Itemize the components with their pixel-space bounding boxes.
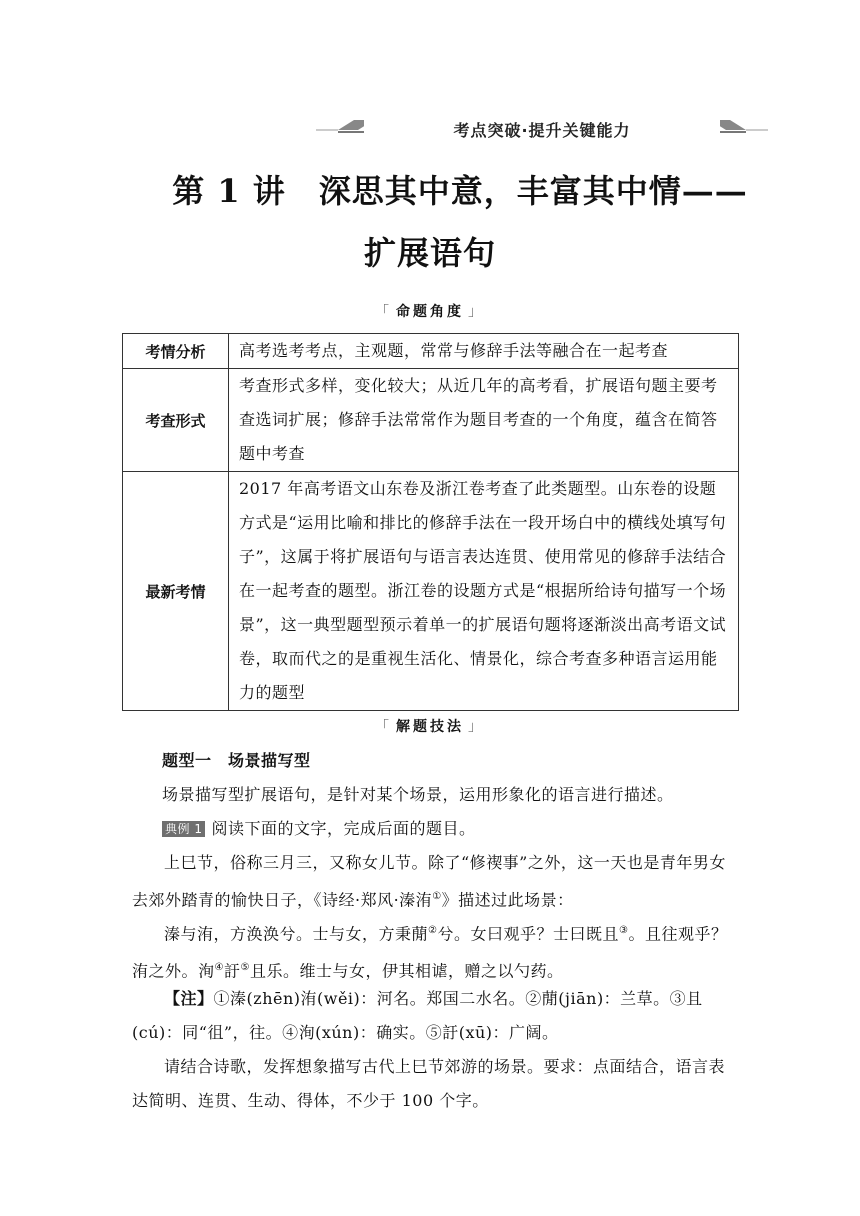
- footnote-mark: ①: [432, 891, 442, 902]
- section-header-jieti: [0, 716, 860, 736]
- info-table: [122, 333, 739, 711]
- bracket-close-icon: 」: [468, 719, 485, 735]
- table-row: [123, 334, 739, 369]
- note-text: ①溱(zhēn)洧(wěi)：河名。郑国二水名。②蕑(jiān)：兰草。③且(cú)：同“徂”，往。④洵(xún)：确实。⑤訏(xū)：广阔。: [132, 989, 703, 1042]
- row-label: 最新考情: [123, 472, 229, 711]
- row-content: 2017 年高考语文山东卷及浙江卷考查了此类题型。山东卷的设题方式是“运用比喻和排比的修辞手法在一段开场白中的横线处填写句子”，这属于将扩展语句与语言表达连贯、使用常见的修辞手法结合在一起考查的题型。浙江卷的设题方式是“根据所给诗句描写一个场景”，这一典型题型预示着单一的扩展语句题将逐渐淡出高考语文试卷，取而代之的是重视生活化、情景化，综合考查多种语言运用能力的题型: [229, 472, 739, 711]
- poem-text: 。且往观乎？洧之外。洵: [132, 924, 728, 981]
- page-title-line2: 扩展语句: [363, 234, 496, 272]
- row-content: 高考选考考点，主观题，常常与修辞手法等融合在一起考查: [229, 334, 739, 369]
- example-text: 阅读下面的文字，完成后面的题目。: [211, 819, 476, 838]
- table-row: [123, 472, 739, 711]
- row-label: 考情分析: [123, 334, 229, 369]
- note-label: 【注】: [164, 989, 214, 1008]
- footnote-mark: ②: [428, 925, 438, 936]
- page-title-line1: 第 1 讲 深思其中意，丰富其中情——: [172, 172, 748, 210]
- poem-paragraph: [132, 914, 734, 989]
- section-title: 命题角度: [396, 304, 464, 320]
- poem-text: 訏: [223, 961, 241, 981]
- example-line: [162, 812, 742, 846]
- footnote-mark: ④: [214, 962, 224, 974]
- row-content: 考查形式多样，变化较大；从近几年的高考看，扩展语句题主要考查选词扩展；修辞手法常常作为题目考查的一个角度，蕴含在简答题中考查: [229, 369, 739, 472]
- note-paragraph: [132, 982, 734, 1050]
- poem-text: 溱与洧，方涣涣兮。士与女，方秉蕑: [164, 924, 429, 944]
- bracket-open-icon: 「: [375, 719, 392, 735]
- poem-text: 兮。女曰观乎？士曰既且: [437, 924, 619, 944]
- section-title: 解题技法: [396, 719, 464, 735]
- passage-text: 上巳节，俗称三月三，又称女儿节。除了“修禊事”之外，这一天也是青年男女去郊外踏青的愉快日子，《诗经·郑风·溱洧: [132, 853, 726, 910]
- bracket-close-icon: 」: [468, 304, 485, 320]
- row-label: 考查形式: [123, 369, 229, 472]
- section-header-mingti: [0, 301, 860, 321]
- poem-text: 且乐。维士与女，伊其相谑，赠之以勺药。: [249, 961, 564, 981]
- bracket-open-icon: 「: [375, 304, 392, 320]
- footnote-mark: ③: [619, 925, 629, 936]
- table-row: [123, 369, 739, 472]
- question-type-heading: 题型一 场景描写型: [162, 751, 311, 770]
- question-paragraph: 请结合诗歌，发挥想象描写古代上巳节郊游的场景。要求：点面结合，语言表达简明、连贯、生动、得体，不少于 100 个字。: [132, 1057, 726, 1110]
- passage-paragraph: [132, 846, 734, 917]
- footnote-mark: ⑤: [240, 962, 250, 974]
- intro-text: 场景描写型扩展语句，是针对某个场景，运用形象化的语言进行描述。: [162, 785, 674, 804]
- section-banner: [316, 116, 768, 142]
- example-tag: 典例 1: [162, 821, 205, 837]
- banner-text: 考点突破·提升关键能力: [453, 121, 631, 140]
- passage-text: 》描述过此场景：: [441, 890, 574, 910]
